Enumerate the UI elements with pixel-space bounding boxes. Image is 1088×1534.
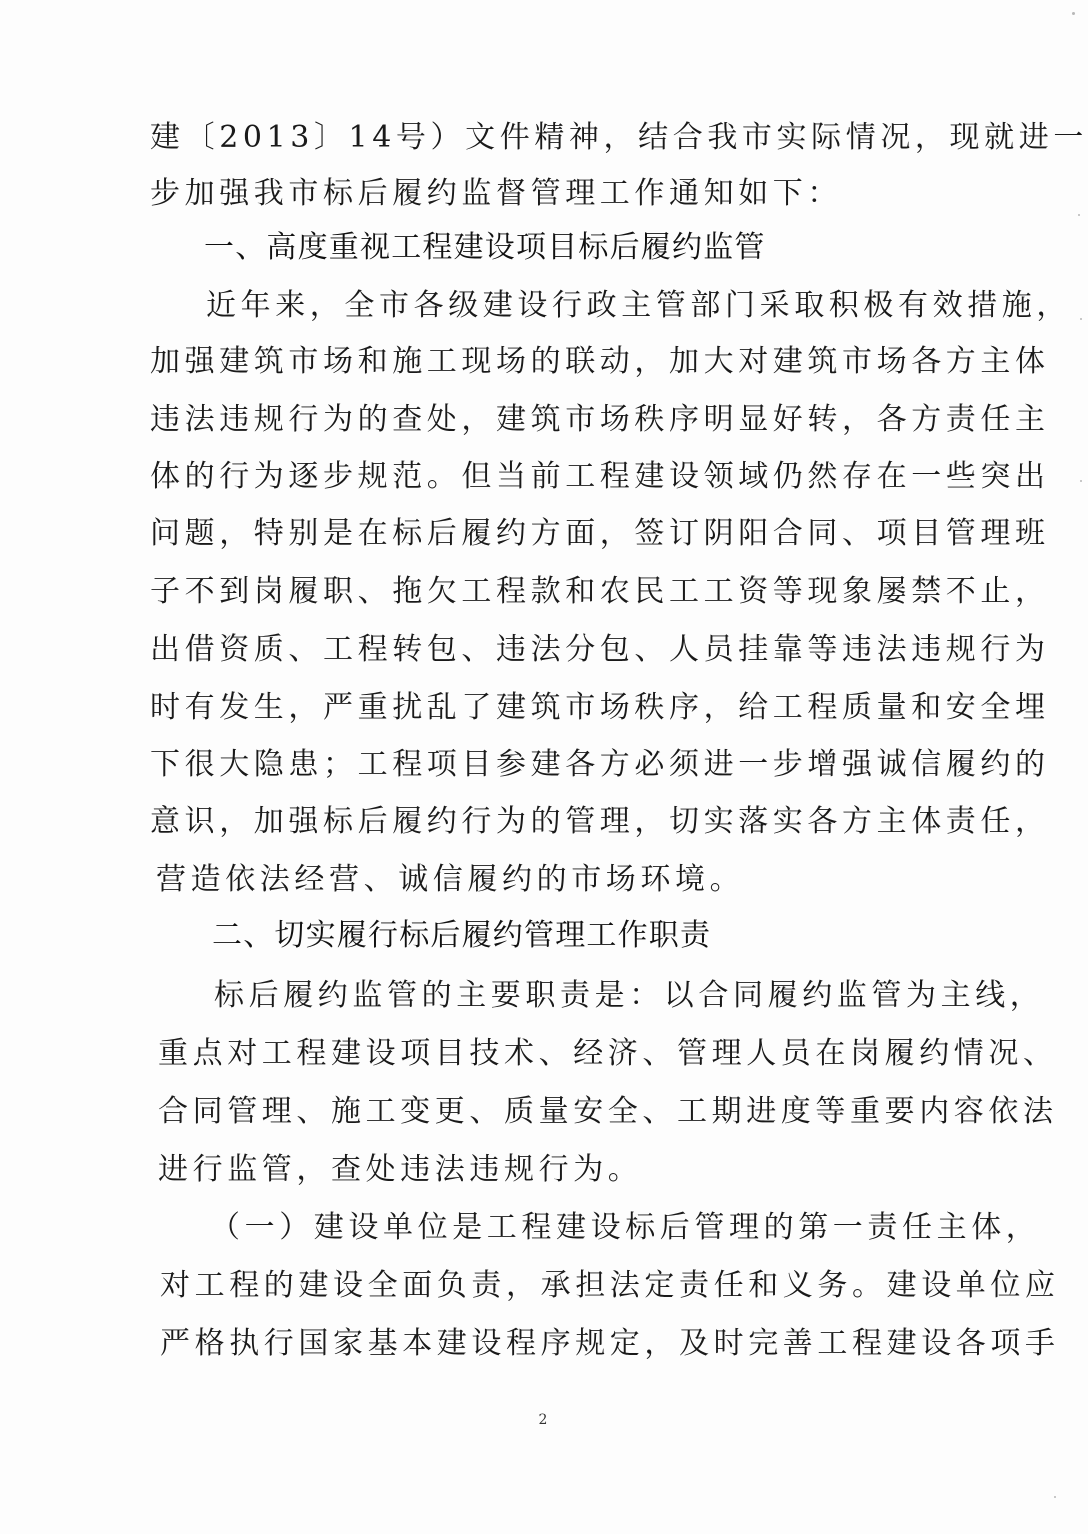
body-line-14: 营造依法经营、诚信履约的市场环境。 [156, 862, 745, 897]
body-line-18: 合同管理、施工变更、质量安全、工期进度等重要内容依法 [158, 1094, 1058, 1129]
body-line-6: 违法违规行为的查处，建筑市场秩序明显好转，各方责任主 [150, 402, 1050, 437]
body-line-13: 意识，加强标后履约行为的管理，切实落实各方主体责任， [150, 804, 1050, 839]
body-line-10: 出借资质、工程转包、违法分包、人员挂靠等违法违规行为 [150, 632, 1050, 667]
page-number: 2 [538, 1412, 548, 1428]
scan-speck [1054, 1496, 1056, 1498]
body-line-19: 进行监管，查处违法违规行为。 [158, 1152, 643, 1187]
body-line-2: 步加强我市标后履约监督管理工作通知如下： [150, 176, 842, 211]
body-line-21: 对工程的建设全面负责，承担法定责任和义务。建设单位应 [160, 1268, 1060, 1303]
body-line-7: 体的行为逐步规范。但当前工程建设领域仍然存在一些突出 [150, 459, 1050, 494]
body-line-5: 加强建筑市场和施工现场的联动，加大对建筑市场各方主体 [150, 344, 1050, 379]
body-line-17: 重点对工程建设项目技术、经济、管理人员在岗履约情况、 [158, 1036, 1058, 1071]
body-line-16: 标后履约监管的主要职责是：以合同履约监管为主线， [214, 978, 1045, 1013]
scan-speck [1080, 318, 1082, 320]
body-line-11: 时有发生，严重扰乱了建筑市场秩序，给工程质量和安全埋 [150, 690, 1050, 725]
body-line-12: 下很大隐患；工程项目参建各方必须进一步增强诚信履约的 [150, 747, 1050, 782]
section-heading-1: 一、高度重视工程建设项目标后履约监管 [204, 230, 766, 265]
body-line-4: 近年来，全市各级建设行政主管部门采取积极有效措施， [206, 288, 1071, 323]
scan-speck [1072, 12, 1075, 15]
body-line-1: 建〔2013〕14号）文件精神，结合我市实际情况，现就进一 [150, 120, 1088, 155]
body-line-8: 问题，特别是在标后履约方面，签订阴阳合同、项目管理班 [150, 516, 1050, 551]
body-line-22: 严格执行国家基本建设程序规定，及时完善工程建设各项手 [160, 1326, 1060, 1361]
section-heading-2: 二、切实履行标后履约管理工作职责 [212, 918, 712, 953]
body-line-20: （一）建设单位是工程建设标后管理的第一责任主体， [210, 1210, 1041, 1245]
scan-speck [1078, 214, 1080, 216]
scan-speck [1080, 480, 1082, 482]
body-line-9: 子不到岗履职、拖欠工程款和农民工工资等现象屡禁不止， [150, 574, 1050, 609]
